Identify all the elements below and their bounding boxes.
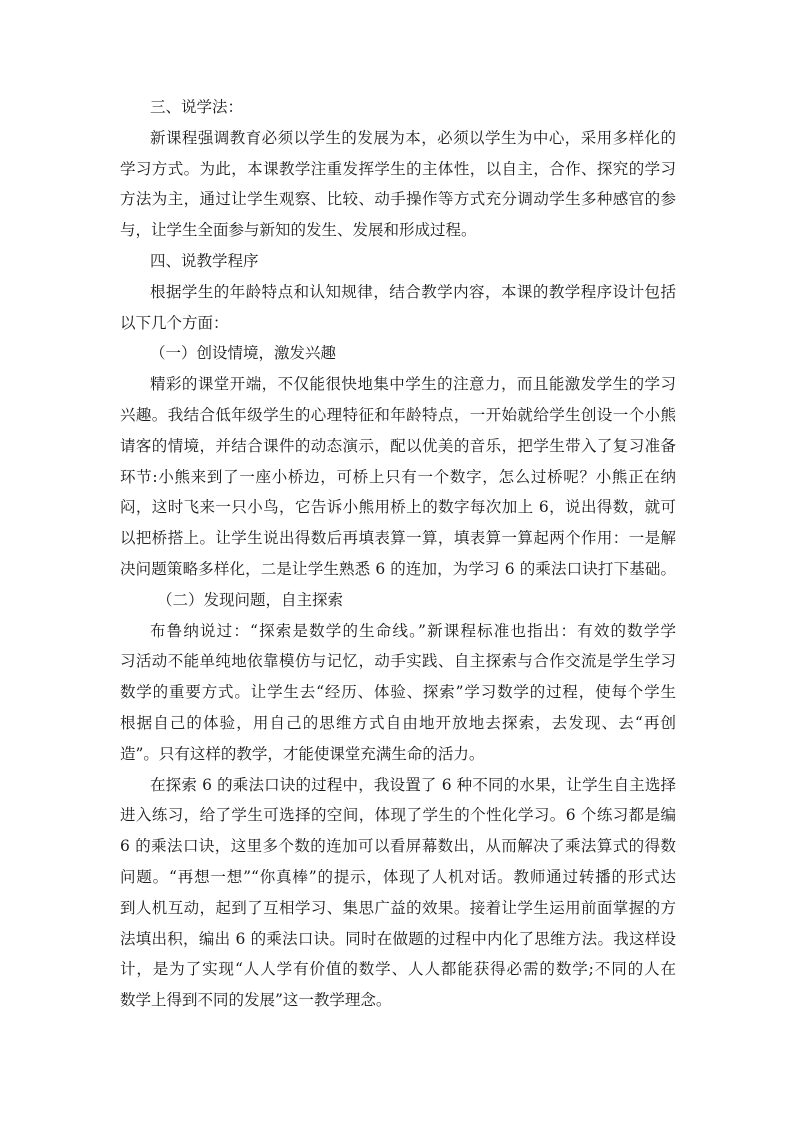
text-line: 请客的情境，并结合课件的动态演示，配以优美的音乐，把学生带入了复习准备 xyxy=(120,436,676,455)
text-line: 学习方式。为此，本课教学注重发挥学生的主体性，以自主，合作、探究的学习 xyxy=(120,159,676,178)
text-line: 习活动不能单纯地依靠模仿与记忆，动手实践、自主探索与合作交流是学生学习 xyxy=(120,652,676,671)
text-line: 三、说学法： xyxy=(150,98,244,116)
text-line: 闷，这时飞来一只小鸟，它告诉小熊用桥上的数字每次加上 6，说出得数，就可 xyxy=(120,498,676,517)
text-line: 兴趣。我结合低年级学生的心理特征和年龄特点，一开始就给学生创设一个小熊 xyxy=(120,405,676,424)
text-line: 方法为主，通过让学生观察、比较、动手操作等方式充分调动学生多种感官的参 xyxy=(120,190,676,209)
text-line: 新课程强调教育必须以学生的发展为本，必须以学生为中心，采用多样化的 xyxy=(150,128,676,147)
text-line: 四、说教学程序 xyxy=(150,251,259,270)
text-line: 6 的乘法口诀，这里多个数的连加可以看屏幕数出，从而解决了乘法算式的得数 xyxy=(120,837,676,856)
text-line: 根据自己的体验，用自己的思维方式自由地开放地去探索，去发现、去“再创 xyxy=(120,713,676,732)
document-body xyxy=(120,92,676,1016)
text-line: 以下几个方面： xyxy=(120,313,229,332)
text-line: 决问题策略多样化，二是让学生熟悉 6 的连加，为学习 6 的乘法口诀打下基础。 xyxy=(120,559,676,578)
text-line: 数学上得到不同的发展”这一教学理念。 xyxy=(120,991,392,1010)
text-line: 与，让学生全面参与新知的发生、发展和形成过程。 xyxy=(120,221,477,240)
text-line: 以把桥搭上。让学生说出得数后再填表算一算，填表算一算起两个作用：一是解 xyxy=(120,529,676,548)
text-line: 造”。只有这样的教学，才能使课堂充满生命的活力。 xyxy=(120,744,485,763)
text-line: 根据学生的年龄特点和认知规律，结合教学内容，本课的教学程序设计包括 xyxy=(150,282,676,301)
text-line: 问题。“再想一想”“你真棒”的提示，体现了人机对话。教师通过转播的形式达 xyxy=(120,867,676,886)
text-line: 计，是为了实现“人人学有价值的数学、人人都能获得必需的数学;不同的人在 xyxy=(120,960,676,979)
text-line: 法填出积，编出 6 的乘法口诀。同时在做题的过程中内化了思维方法。我这样设 xyxy=(120,929,676,948)
text-line: 数学的重要方式。让学生去“经历、体验、探索”学习数学的过程，使每个学生 xyxy=(120,683,676,702)
text-line: 到人机互动，起到了互相学习、集思广益的效果。接着让学生运用前面掌握的方 xyxy=(120,898,676,917)
text-line: 在探索 6 的乘法口诀的过程中，我设置了 6 种不同的水果，让学生自主选择 xyxy=(150,775,676,794)
text-line: 布鲁纳说过：“探索是数学的生命线。”新课程标准也指出：有效的数学学 xyxy=(150,621,676,640)
text-line: 进入练习，给了学生可选择的空间，体现了学生的个性化学习。6 个练习都是编 xyxy=(120,806,676,825)
text-line: （二）发现问题，自主探索 xyxy=(157,590,344,609)
text-line: 精彩的课堂开端，不仅能很快地集中学生的注意力，而且能激发学生的学习 xyxy=(150,375,676,394)
text-line: （一）创设情境，激发兴趣 xyxy=(150,344,337,363)
text-line: 环节:小熊来到了一座小桥边，可桥上只有一个数字，怎么过桥呢？小熊正在纳 xyxy=(120,467,676,486)
